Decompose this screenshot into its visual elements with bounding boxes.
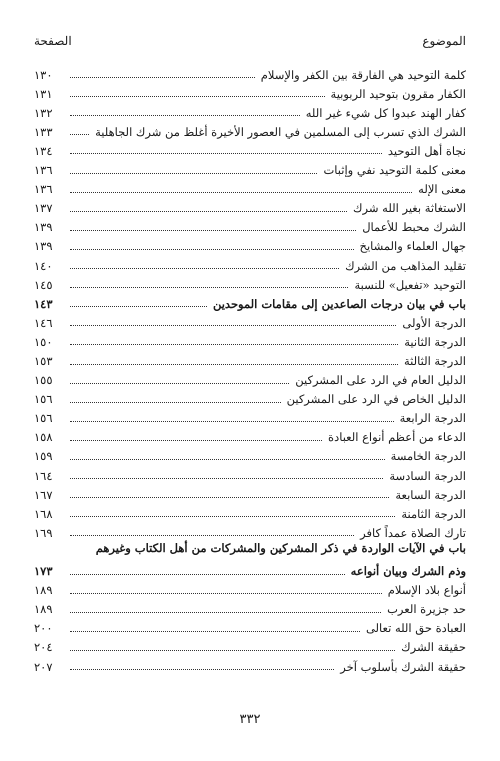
toc-entry-title: جهال العلماء والمشايخ <box>359 239 466 254</box>
toc-entry-title: الدليل العام في الرد على المشركين <box>295 373 466 388</box>
toc-entry <box>34 425 466 444</box>
toc-entry-page: ١٣٠ <box>34 67 53 82</box>
toc-entry <box>34 597 466 616</box>
dot-leader <box>70 650 395 651</box>
toc-entry <box>34 463 466 482</box>
toc-entry-title: الاستغاثة بغير الله شرك <box>353 201 466 216</box>
toc-entry-title: الدرجة الخامسة <box>390 449 466 464</box>
toc-entry-title: باب في بيان درجات الصاعدين إلى مقامات الموحدين <box>212 296 466 311</box>
toc-entry-title: تقليد المذاهب من الشرك <box>345 258 466 273</box>
dot-leader <box>70 459 385 460</box>
dot-leader <box>70 134 89 135</box>
toc-entry-page: ١٣٣ <box>34 124 53 139</box>
toc-entry-page: ١٦٤ <box>34 468 53 483</box>
toc-entry-page: ١٧٣ <box>34 564 53 579</box>
toc-entry <box>34 81 466 100</box>
dot-leader <box>70 306 207 307</box>
toc-entry <box>34 310 466 329</box>
dot-leader <box>70 173 317 174</box>
toc-entry <box>34 406 466 425</box>
toc-entry-title: أنواع بلاد الإسلام <box>387 583 466 598</box>
toc-entry <box>34 539 466 558</box>
toc-entry <box>34 291 466 310</box>
toc-entry-page: ٢٠٠ <box>34 621 53 636</box>
toc-entry-page: ١٨٩ <box>34 583 53 598</box>
toc-entry <box>34 387 466 406</box>
dot-leader <box>70 612 381 613</box>
page-column-label: الصفحة <box>34 34 72 48</box>
dot-leader <box>70 383 289 384</box>
toc-entry <box>34 444 466 463</box>
toc-entry <box>34 138 466 157</box>
toc-entry-title: نجاة أهل التوحيد <box>387 143 466 158</box>
dot-leader <box>70 631 360 632</box>
dot-leader <box>70 268 339 269</box>
toc-entry <box>34 368 466 387</box>
toc-entry-page: ١٨٩ <box>34 602 53 617</box>
toc-entry <box>34 177 466 196</box>
toc-entry-page: ١٣٦ <box>34 182 53 197</box>
toc-entry-title: الدرجة الثانية <box>404 334 466 349</box>
toc-entry <box>34 234 466 253</box>
toc-entry-page: ١٣٩ <box>34 239 53 254</box>
dot-leader <box>70 535 354 536</box>
toc-entry-page: ١٤٣ <box>34 296 53 311</box>
toc-entry <box>34 157 466 176</box>
toc-entry-page: ١٣٢ <box>34 105 53 120</box>
toc-entry-page: ٢٠٤ <box>34 640 53 655</box>
toc-entry-title: كفار الهند عبدوا كل شيء غير الله <box>305 105 466 120</box>
toc-entry-title: تارك الصلاة عمداً كافر <box>360 525 466 540</box>
dot-leader <box>70 192 412 193</box>
toc-entry-page: ١٦٧ <box>34 487 53 502</box>
toc-entry-title: الدرجة الثالثة <box>403 354 466 368</box>
toc-entry-page: ١٤٠ <box>34 258 53 273</box>
toc-entry <box>34 196 466 215</box>
toc-entry-page: ١٣١ <box>34 86 53 101</box>
toc-page <box>34 34 466 673</box>
toc-entry-title: حقيقة الشرك بأسلوب آخر <box>340 659 466 674</box>
toc-entry-page: ١٥٣ <box>34 354 53 368</box>
toc-entry-page: ٢٠٧ <box>34 659 53 674</box>
toc-header <box>34 34 466 62</box>
toc-entry <box>34 215 466 234</box>
toc-entry-page: ١٤٦ <box>34 315 53 330</box>
toc-entry-page: ١٦٩ <box>34 525 53 540</box>
toc-entry-page: ١٤٥ <box>34 277 53 292</box>
toc-entry-title: العبادة حق الله تعالى <box>365 621 466 636</box>
toc-entry-title: كلمة التوحيد هي الفارقة بين الكفر والإسلام <box>260 67 466 82</box>
toc-entry-page: ١٦٨ <box>34 506 53 521</box>
dot-leader <box>70 478 383 479</box>
toc-entry <box>34 119 466 138</box>
dot-leader <box>70 153 382 154</box>
toc-entry-title: حد جزيرة العرب <box>387 602 466 617</box>
toc-entry-title: معنى الإله <box>418 182 466 197</box>
toc-entry-title: وذم الشرك وبيان أنواعه <box>350 564 466 579</box>
toc-entry <box>34 501 466 520</box>
topic-column-label: الموضوع <box>422 34 466 48</box>
toc-entry-title: التوحيد «تفعيل» للنسبة <box>354 277 466 292</box>
toc-entry-title: الدليل الخاص في الرد على المشركين <box>286 392 466 407</box>
toc-entry-page: ١٣٦ <box>34 163 53 178</box>
toc-entry-page: ١٥٩ <box>34 449 53 464</box>
toc-entry <box>34 558 466 577</box>
page-number: ٣٣٢ <box>239 712 261 727</box>
toc-entry <box>34 520 466 539</box>
toc-entry <box>34 482 466 501</box>
dot-leader <box>70 287 348 288</box>
toc-entry <box>34 62 466 81</box>
toc-entry-title: الدعاء من أعظم أنواع العبادة <box>328 430 466 445</box>
toc-entry-title: الدرجة السابعة <box>395 487 466 502</box>
toc-list <box>34 62 466 673</box>
toc-entry-title: الدرجة الأولى <box>402 315 466 330</box>
dot-leader <box>70 325 396 326</box>
dot-leader <box>70 344 398 345</box>
toc-entry-title: الكفار مقرون بتوحيد الربوبية <box>330 86 466 101</box>
dot-leader <box>70 249 354 250</box>
toc-entry-page: ١٥٦ <box>34 411 53 426</box>
toc-entry-title: معنى كلمة التوحيد نفي وإثبات <box>323 163 466 178</box>
dot-leader <box>70 497 389 498</box>
toc-entry-title: الدرجة الرابعة <box>399 411 466 426</box>
toc-entry-page: ١٣٧ <box>34 201 53 216</box>
toc-entry <box>34 635 466 654</box>
dot-leader <box>70 96 325 97</box>
toc-entry <box>34 654 466 673</box>
toc-entry-title: الدرجة السادسة <box>389 468 466 483</box>
dot-leader <box>70 364 398 365</box>
toc-entry-page: ١٥٨ <box>34 430 53 445</box>
toc-entry <box>34 272 466 291</box>
dot-leader <box>70 421 394 422</box>
toc-entry-page: ١٥٦ <box>34 392 53 407</box>
toc-entry-title: حقيقة الشرك <box>401 640 466 655</box>
toc-entry-title: باب في الآيات الواردة في ذكر المشركين والمشركات من أهل الكتاب وغيرهم <box>95 541 466 556</box>
toc-entry-page: ١٥٥ <box>34 373 53 388</box>
dot-leader <box>70 669 334 670</box>
dot-leader <box>70 593 382 594</box>
toc-entry <box>34 100 466 119</box>
toc-entry-title: الشرك محبط للأعمال <box>362 220 466 235</box>
dot-leader <box>70 230 356 231</box>
toc-entry <box>34 578 466 597</box>
dot-leader <box>70 77 255 78</box>
toc-entry-title: الدرجة الثامنة <box>401 506 466 521</box>
toc-entry <box>34 348 466 367</box>
dot-leader <box>70 115 300 116</box>
toc-entry <box>34 616 466 635</box>
toc-entry-title: الشرك الذي تسرب إلى المسلمين في العصور الأخيرة أغلظ من شرك الجاهلية <box>95 124 466 139</box>
dot-leader <box>70 211 347 212</box>
toc-entry <box>34 329 466 348</box>
toc-entry-page: ١٣٤ <box>34 143 53 158</box>
toc-entry-page: ١٥٠ <box>34 334 53 349</box>
dot-leader <box>70 516 395 517</box>
dot-leader <box>70 402 281 403</box>
dot-leader <box>70 440 322 441</box>
toc-entry <box>34 253 466 272</box>
dot-leader <box>70 574 345 575</box>
toc-entry-page: ١٣٩ <box>34 220 53 235</box>
